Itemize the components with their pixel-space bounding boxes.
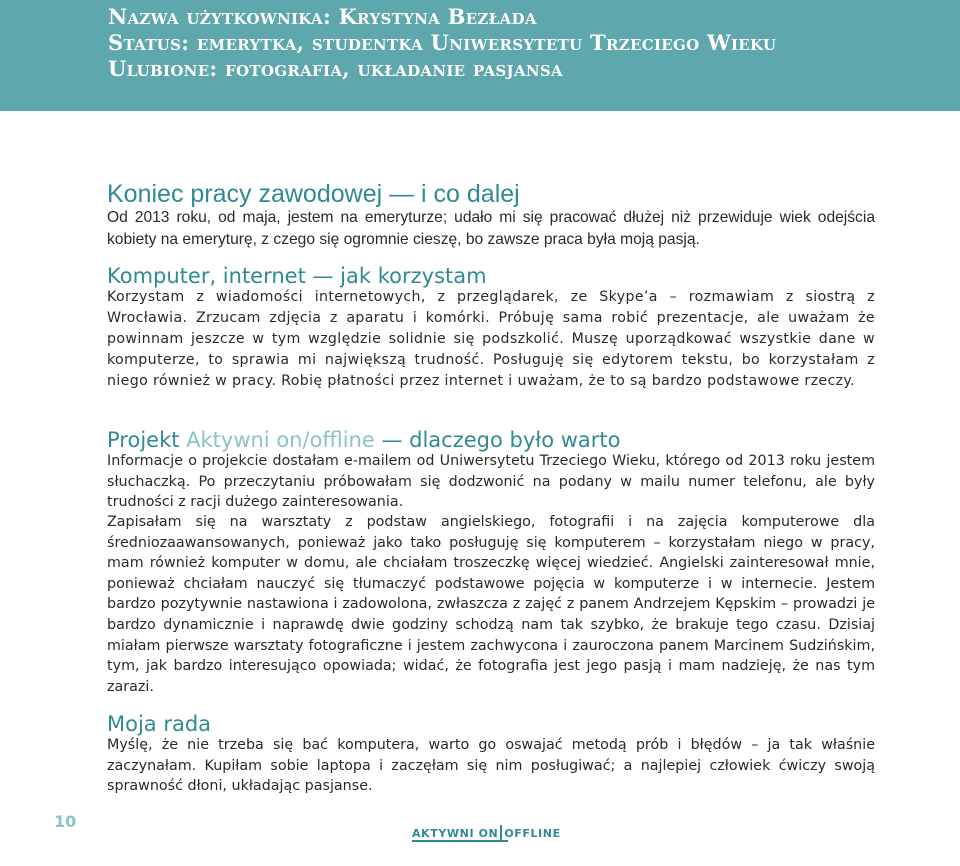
profile-name: Nazwa użytkownika: Krystyna Bezłada [108, 4, 537, 29]
project-title-prefix: Projekt [107, 428, 187, 452]
profile-status: Status: emerytka, studentka Uniwersytetu Trzeciego Wieku [108, 30, 777, 55]
project-title-suffix: — dlaczego było warto [374, 428, 621, 452]
section-text-retirement: Od 2013 roku, od maja, jestem na emeryturze; udało mi się pracować dłużej niż przewiduje wiek odejścia kobiety na emeryturę, z czego się ogromnie cieszę, bo zawsze praca była moją pasją. [107, 209, 875, 248]
section-text-advice: Myślę, że nie trzeba się bać komputera, warto go oswajać metodą prób i błędów – ja tak właśnie zaczynałam. Kupiłam sobie laptopa i zaczęłam się nim posługiwać; a najlepiej człowiek ćwiczy swoją sprawność dłoni, układając pasjanse. [107, 737, 875, 795]
profile-banner [0, 0, 960, 111]
logo-left-text: AKTYWNI ON [412, 827, 499, 840]
section-title-computer: Komputer, internet — jak korzystam [107, 264, 487, 288]
section-title-project [107, 426, 621, 454]
section-title-retirement: Koniec pracy zawodowej — i co dalej [107, 180, 520, 208]
section-text-project-2: Zapisałam się na warsztaty z podstaw angielskiego, fotografii i na zajęcia komputerowe dla średniozaawansowanych, ponieważ jako tako posługuję się komputerem – korzystałam niego w pracy, mam również komputer w domu, ale chciałam troszeczkę więcej wiedzieć. Angielski zainteresował mnie, ponieważ chciałam nauczyć się tłumaczyć podstawowe pojęcia w komputerze i w internecie. Jestem bardzo pozytywnie nastawiona i zadowolona, zwłaszcza z zajęć z panem Andrzejem Kępskim – prowadzi je bardzo dynamicznie i naprawdę dwie godziny schodzą nam tak szybko, że brakuje tego czasu. Dzisiaj miałam pierwsze warsztaty fotograficzne i jestem zachwycona i zauroczona panem Marcinem Sudzińskim, tym, jak bardzo interesująco opowiada; widać, że fotografia jest jego pasją i mam nadzieję, że nas tym zarazi. [107, 514, 875, 695]
logo-right-text: OFFLINE [504, 827, 561, 840]
section-title-advice: Moja rada [107, 712, 212, 736]
section-text-project-1: Informacje o projekcie dostałam e-mailem od Uniwersytetu Trzeciego Wieku, którego od 2013 roku jestem słuchaczką. Po przeczytaniu próbowałam się dodzwonić na podany w mailu numer telefonu, ale były trudności z racji dużego zainteresowania. [107, 453, 875, 511]
page-number: 10 [54, 812, 77, 831]
profile-favorites: Ulubione: fotografia, układanie pasjansa [108, 56, 563, 81]
logo-underline [412, 840, 508, 842]
section-text-computer: Korzystam z wiadomości internetowych, z przeglądarek, ze Skype’a – rozmawiam z siostrą z Wrocławia. Zrzucam zdjęcia z aparatu i komórki. Próbuję sama robić prezentacje, ale uważam że powinnam jeszcze w tym względzie solidnie się podszkolić. Muszę uporządkować wszystkie dane w komputerze, to sprawia mi największą trudność. Posługuję się edytorem tekstu, bo korzystałam z niego również w pracy. Robię płatności przez internet i uważam, że to są bardzo podstawowe rzeczy. [107, 289, 875, 389]
logo-slash [500, 825, 502, 841]
footer-logo [412, 825, 561, 841]
project-title-accent: Aktywni on/offline [186, 428, 375, 452]
